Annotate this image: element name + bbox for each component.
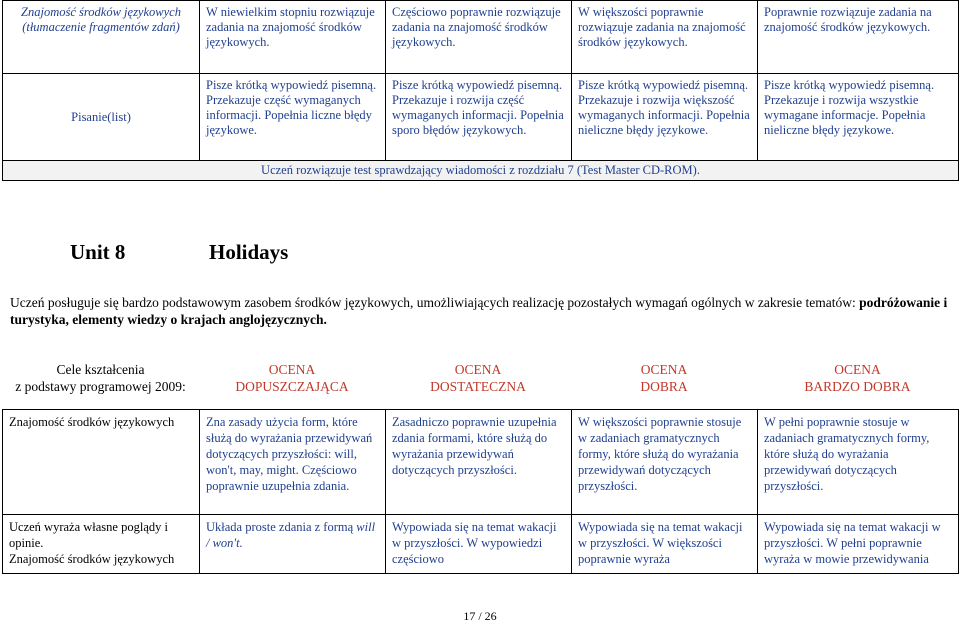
grade-cell: Zasadniczo poprawnie uzupełnia zdania formami, które służą do wyrażania przewidywań dotyczących przyszłości. <box>386 410 572 515</box>
grade-header <box>385 361 571 395</box>
cell-text: Znajomość środków językowych <box>9 552 175 566</box>
page-number: 17 / 26 <box>463 609 497 623</box>
grade-header <box>199 361 385 395</box>
cell-text: Częściowo poprawnie uzupełnia zdania. <box>206 463 357 493</box>
row-label: Znajomość środków językowych (tłumaczenie fragmentów zdań) <box>3 1 200 74</box>
grade-cell: Pisze krótką wypowiedź pisemną. Przekazuje i rozwija większość wymaganych informacji. Popełnia nieliczne błędy językowe. <box>572 74 758 161</box>
grade-header <box>757 361 958 395</box>
goals-header <box>2 361 199 395</box>
grade-cell: Wypowiada się na temat wakacji w przyszłości. W większości poprawnie wyraża <box>572 515 758 574</box>
unit-title: Holidays <box>209 240 289 264</box>
grade-cell: Pisze krótką wypowiedź pisemną. Przekazuje i rozwija część wymaganych informacji. Popełnia sporo błędów językowych. <box>386 74 572 161</box>
cell-text: will / won't. <box>206 520 376 550</box>
unit-number: Unit 8 <box>70 240 126 264</box>
grade-word: OCENA <box>834 362 881 377</box>
cell-text: Uczeń wyraża własne poglądy i opinie. <box>9 520 168 550</box>
row-label <box>3 515 200 574</box>
table-row <box>3 410 959 515</box>
grade-cell: W większości poprawnie stosuje w zadaniach gramatycznych formy, które służą do wyrażania przewidywań dotyczących przyszłości. <box>572 410 758 515</box>
goals-line: Cele kształcenia <box>56 362 145 377</box>
assessment-table-unit7 <box>2 0 959 181</box>
intro-topics: podróżowanie i turystyka, elementy wiedzy o krajach anglojęzycznych. <box>10 295 948 327</box>
grade-word: OCENA <box>454 362 502 377</box>
assessment-table-unit8 <box>2 409 959 574</box>
goals-line: z podstawy programowej 2009: <box>15 379 186 394</box>
grade-cell <box>200 410 386 515</box>
grade-cell <box>200 515 386 574</box>
grade-cell: W pełni poprawnie stosuje w zadaniach gramatycznych formy, które służą do wyrażania przewidywań dotyczących przyszłości. <box>758 410 959 515</box>
table-row <box>3 161 959 181</box>
grade-word: OCENA <box>268 362 316 377</box>
grades-header <box>0 361 960 397</box>
grade-cell: Wypowiada się na temat wakacji w przyszłości. W wypowiedzi częściowo <box>386 515 572 574</box>
grade-cell: W większości poprawnie rozwiązuje zadania na znajomość środków językowych. <box>572 1 758 74</box>
grade-name: DOPUSZCZAJĄCA <box>235 379 349 394</box>
test-note: Uczeń rozwiązuje test sprawdzający wiadomości z rozdziału 7 (Test Master CD-ROM). <box>3 161 959 181</box>
table-row <box>3 515 959 574</box>
grade-name: DOBRA <box>640 379 688 394</box>
row-label: Pisanie(list) <box>3 74 200 161</box>
grade-word: OCENA <box>640 362 688 377</box>
table-row <box>3 74 959 161</box>
table-row <box>3 1 959 74</box>
grade-cell: Wypowiada się na temat wakacji w przyszłości. W pełni poprawnie wyraża w mowie przewidywania <box>758 515 959 574</box>
grade-cell: Poprawnie rozwiązuje zadania na znajomość środków językowych. <box>758 1 959 74</box>
cell-text: Zna zasady użycia form, które służą do wyrażania przewidywań dotyczących przyszłości: <box>206 415 373 461</box>
grade-header <box>571 361 757 395</box>
row-label: Znajomość środków językowych <box>3 410 200 515</box>
grade-cell: Pisze krótką wypowiedź pisemną. Przekazuje i rozwija wszystkie wymagane informacje. Popełnia nieliczne błędy językowe. <box>758 74 959 161</box>
grade-name: BARDZO DOBRA <box>804 379 911 394</box>
grade-cell: Częściowo poprawnie rozwiązuje zadania na znajomość środków językowych. <box>386 1 572 74</box>
intro-paragraph <box>10 294 950 328</box>
grade-name: DOSTATECZNA <box>430 379 526 394</box>
cell-text: Układa proste zdania z formą <box>206 520 354 534</box>
grade-cell: Pisze krótką wypowiedź pisemną. Przekazuje część wymaganych informacji. Popełnia liczne błędy językowe. <box>200 74 386 161</box>
intro-text: Uczeń posługuje się bardzo podstawowym zasobem środków językowych, umożliwiających realizację pozostałych wymagań ogólnych w zakresie tematów: <box>10 295 856 310</box>
cell-text: will, won't, may, might. <box>206 447 357 477</box>
grade-cell: W niewielkim stopniu rozwiązuje zadania na znajomość środków językowych. <box>200 1 386 74</box>
